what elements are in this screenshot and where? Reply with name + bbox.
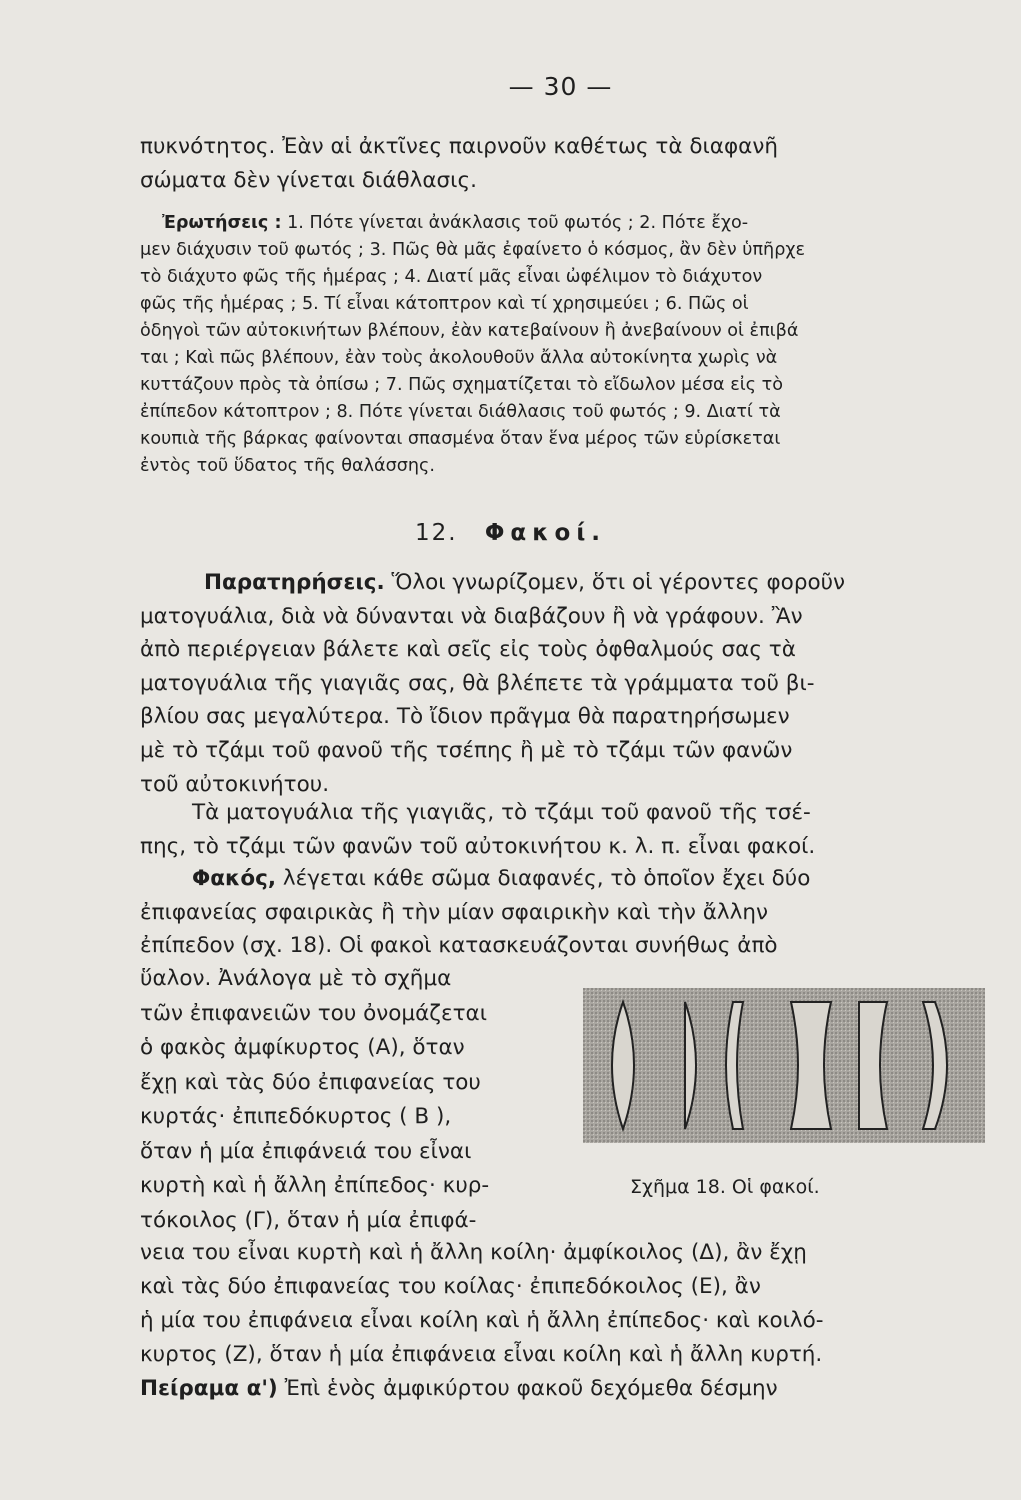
question-line: ἐντὸς τοῦ ὕδατος τῆς θαλάσσης. bbox=[140, 456, 435, 476]
experiment-text: Ἐπὶ ἑνὸς ἀμφικύρτου φακοῦ δεχόμεθα δέσμην bbox=[284, 1376, 778, 1401]
wrapped-text bbox=[140, 962, 580, 1238]
definition-line: ἐπιφανείας σφαιρικὰς ἢ τὴν μίαν σφαιρικὴν καὶ τὴν ἄλλην bbox=[140, 899, 768, 925]
wrapped-line: ὕαλον. Ἀνάλογα μὲ τὸ σχῆμα bbox=[140, 966, 452, 991]
wrapped-line: τόκοιλος (Γ), ὅταν ἡ μία ἐπιφά- bbox=[140, 1207, 477, 1233]
final-paragraph bbox=[140, 1236, 980, 1406]
intro-line: σώματα δὲν γίνεται διάθλασις. bbox=[140, 167, 477, 193]
wrapped-line: ἔχῃ καὶ τὰς δύο ἐπιφανείας του bbox=[140, 1069, 481, 1095]
intro-paragraph bbox=[140, 130, 980, 197]
lenses-line: πης, τὸ τζάμι τῶν φανῶν τοῦ αὐτοκινήτου κ. λ. π. εἶναι φακοί. bbox=[140, 833, 816, 859]
observation-line: τοῦ αὐτοκινήτου. bbox=[140, 771, 330, 797]
section-number: 12. bbox=[414, 520, 458, 546]
definition-line: ἐπίπεδον (σχ. 18). Οἱ φακοὶ κατασκευάζονται συνήθως ἀπὸ bbox=[140, 933, 778, 959]
observation-line: βλίου σας μεγαλύτερα. Τὸ ἴδιον πρᾶγμα θὰ παρατηρήσωμεν bbox=[140, 704, 790, 730]
question-line: μεν διάχυσιν τοῦ φωτός ; 3. Πῶς θὰ μᾶς ἐφαίνετο ὁ κόσμος, ἂν δὲν ὑπῆρχε bbox=[140, 240, 806, 260]
observations-label: Παρατηρήσεις. bbox=[204, 570, 385, 595]
final-line: καὶ τὰς δύο ἐπιφανείας του κοίλας· ἐπιπεδόκοιλος (Ε), ἂν bbox=[140, 1274, 761, 1299]
section-title: Φακοί. bbox=[484, 520, 607, 546]
definition-paragraph bbox=[140, 862, 980, 963]
questions-paragraph bbox=[140, 210, 980, 480]
final-line: ἡ μία του ἐπιφάνεια εἶναι κοίλη καὶ ἡ ἄλλη ἐπίπεδος· καὶ κοιλό- bbox=[140, 1308, 824, 1333]
observation-line: Ὅλοι γνωρίζομεν, ὅτι οἱ γέροντες φοροῦν bbox=[391, 570, 846, 595]
section-heading bbox=[0, 520, 1021, 546]
final-line: νεια του εἶναι κυρτὴ καὶ ἡ ἄλλη κοίλη· ἀμφίκοιλος (Δ), ἂν ἔχῃ bbox=[140, 1240, 807, 1265]
definition-term: Φακός, bbox=[192, 866, 277, 891]
lenses-figure bbox=[583, 988, 985, 1143]
wrapped-line: κυρτὴ καὶ ἡ ἄλλη ἐπίπεδος· κυρ- bbox=[140, 1173, 490, 1198]
questions-label: Ἐρωτήσεις : bbox=[162, 213, 282, 233]
wrapped-line: τῶν ἐπιφανειῶν του ὀνομάζεται bbox=[140, 1000, 487, 1026]
definition-line: λέγεται κάθε σῶμα διαφανές, τὸ ὁποῖον ἔχει δύο bbox=[282, 866, 811, 891]
experiment-line bbox=[140, 1372, 980, 1406]
final-line: κυρτος (Ζ), ὅταν ἡ μία ἐπιφάνεια εἶναι κοίλη καὶ ἡ ἄλλη κυρτή. bbox=[140, 1342, 823, 1367]
lenses-line: Τὰ ματογυάλια τῆς γιαγιᾶς, τὸ τζάμι τοῦ φανοῦ τῆς τσέ- bbox=[192, 800, 811, 825]
page-number: — 30 — bbox=[508, 72, 613, 101]
observation-line: ματογυάλια τῆς γιαγιᾶς σας, θὰ βλέπετε τὰ γράμματα τοῦ βι- bbox=[140, 670, 815, 696]
question-line: τὸ διάχυτο φῶς τῆς ἡμέρας ; 4. Διατί μᾶς εἶναι ὠφέλιμον τὸ διάχυτον bbox=[140, 267, 763, 287]
question-line: κουπιὰ τῆς βάρκας φαίνονται σπασμένα ὅταν ἕνα μέρος τῶν εὑρίσκεται bbox=[140, 429, 781, 449]
observation-line: ματογυάλια, διὰ νὰ δύνανται νὰ διαβάζουν ἢ νὰ γράφουν. Ἂν bbox=[140, 603, 803, 629]
observation-line: μὲ τὸ τζάμι τοῦ φανοῦ τῆς τσέπης ἢ μὲ τὸ τζάμι τῶν φανῶν bbox=[140, 737, 793, 763]
intro-line: πυκνότητος. Ἐὰν αἱ ἀκτῖνες παιρνοῦν καθέτως τὰ διαφανῆ bbox=[140, 134, 778, 159]
question-line: ται ; Καὶ πῶς βλέπουν, ἐὰν τοὺς ἀκολουθοῦν ἄλλα αὐτοκίνητα χωρὶς νὰ bbox=[140, 348, 778, 368]
observation-line: ἀπὸ περιέργειαν βάλετε καὶ σεῖς εἰς τοὺς ὀφθαλμούς σας τὰ bbox=[140, 637, 796, 663]
experiment-label: Πείραμα α') bbox=[140, 1376, 278, 1401]
question-line: 1. Πότε γίνεται ἀνάκλασις τοῦ φωτός ; 2. Πότε ἔχο- bbox=[287, 213, 749, 233]
question-line: ὁδηγοὶ τῶν αὐτοκινήτων βλέπουν, ἐὰν κατεβαίνουν ἢ ἀνεβαίνουν οἱ ἐπιβά bbox=[140, 321, 799, 341]
question-line: ἐπίπεδον κάτοπτρον ; 8. Πότε γίνεται διάθλασις τοῦ φωτός ; 9. Διατί τὰ bbox=[140, 402, 781, 422]
questions-first-line bbox=[140, 210, 980, 237]
observations-first-line bbox=[140, 566, 980, 600]
figure-caption: Σχῆμα 18. Οἱ φακοί. bbox=[630, 1176, 820, 1198]
question-line: φῶς τῆς ἡμέρας ; 5. Τί εἶναι κάτοπτρον καὶ τί χρησιμεύει ; 6. Πῶς οἱ bbox=[140, 294, 749, 314]
definition-first-line bbox=[140, 862, 980, 896]
wrapped-line: ὅταν ἡ μία ἐπιφάνειά του εἶναι bbox=[140, 1138, 472, 1164]
wrapped-line: κυρτάς· ἐπιπεδόκυρτος ( Β ), bbox=[140, 1104, 452, 1129]
observations-paragraph bbox=[140, 566, 980, 801]
lens-biconcave bbox=[791, 1002, 831, 1129]
question-line: κυττάζουν πρὸς τὰ ὀπίσω ; 7. Πῶς σχηματίζεται τὸ εἴδωλον μέσα εἰς τὸ bbox=[140, 375, 783, 395]
wrapped-line: ὁ φακὸς ἀμφίκυρτος (Α), ὅταν bbox=[140, 1035, 465, 1060]
lenses-paragraph bbox=[140, 796, 980, 863]
